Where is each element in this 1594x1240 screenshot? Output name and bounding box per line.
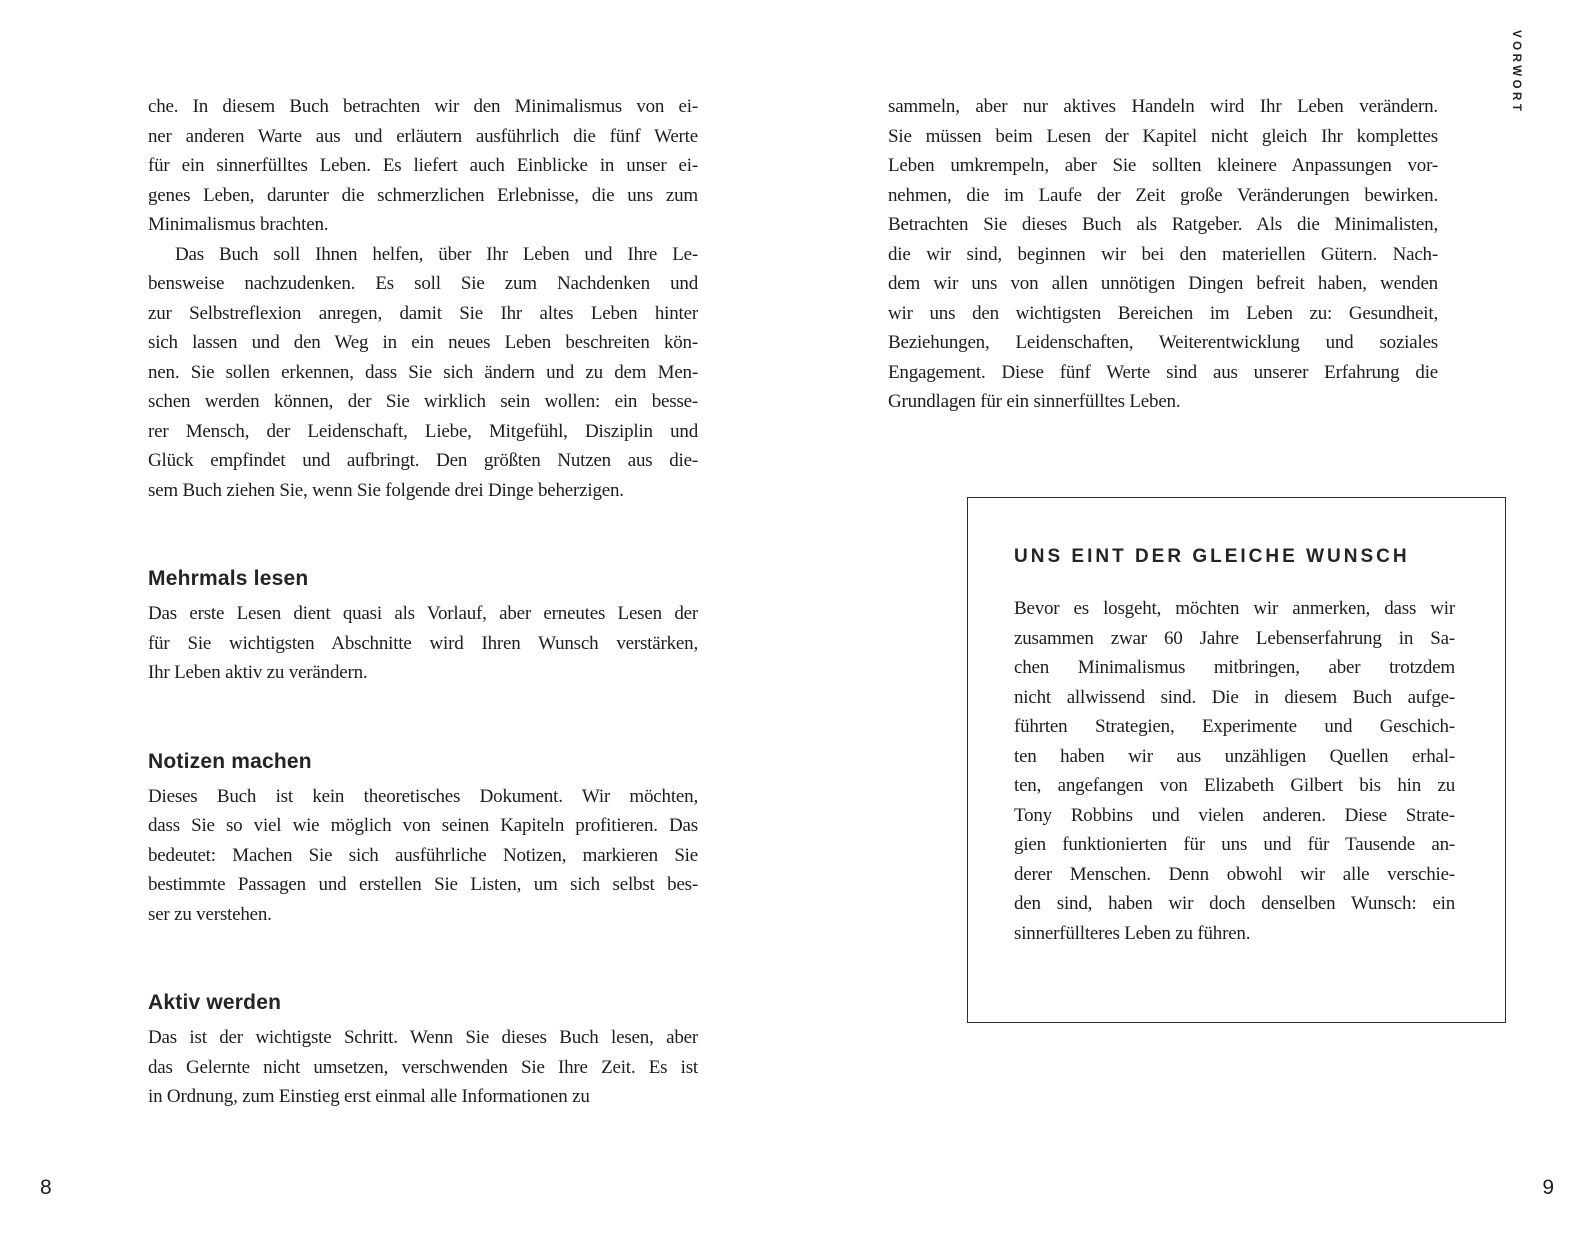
text-line: Das erste Lesen dient quasi als Vorlauf, aber erneutes Lesen der [148,603,698,624]
text-line: sinnerfüllteres Leben zu führen. [1014,922,1251,944]
text-line: Betrachten Sie dieses Buch als Ratgeber. Als die Minimalisten, [888,214,1438,235]
paragraph [148,782,698,930]
text-line: sich lassen und den Weg in ein neues Leben beschreiten kön- [148,332,698,353]
text-line: Glück empfindet und aufbringt. Den größten Nutzen aus die- [148,450,698,471]
text-line: bestimmte Passagen und erstellen Sie Listen, um sich selbst bes- [148,874,698,895]
text-line: Leben umkrempeln, aber Sie sollten kleinere Anpassungen vor- [888,155,1438,176]
page-number-left: 8 [40,1176,52,1199]
text-line: ser zu verstehen. [148,903,272,925]
paragraph [888,92,1438,417]
text-line: dass Sie so viel wie möglich von seinen Kapiteln profitieren. Das [148,815,698,836]
text-line: Bevor es losgeht, möchten wir anmerken, dass wir [1014,598,1455,619]
text-line: nen. Sie sollen erkennen, dass Sie sich ändern und zu dem Men- [148,361,698,383]
text-line: für Sie wichtigsten Abschnitte wird Ihren Wunsch verstärken, [148,632,698,654]
text-line: die wir sind, beginnen wir bei den materiellen Gütern. Nach- [888,243,1438,265]
callout-heading: UNS EINT DER GLEICHE WUNSCH [1014,546,1410,567]
text-line: ner anderen Warte aus und erläutern ausführlich die fünf Werte [148,125,698,147]
text-line: nehmen, die im Laufe der Zeit große Veränderungen bewirken. [888,184,1438,206]
paragraph [148,599,698,688]
text-line: nicht allwissend sind. Die in diesem Buch aufge- [1014,686,1455,708]
right-page-text-column [888,92,1438,417]
text-line: gien funktionierten für uns und für Tausende an- [1014,834,1455,855]
section-mehrmals-lesen [148,565,698,688]
text-line: ten haben wir aus unzähligen Quellen erhal- [1014,745,1455,767]
text-line: che. In diesem Buch betrachten wir den Minimalismus von ei- [148,96,698,117]
text-line: sammeln, aber nur aktives Handeln wird Ihr Leben verändern. [888,96,1438,117]
text-line: den sind, haben wir doch denselben Wunsch: ein [1014,893,1455,914]
text-line: Grundlagen für ein sinnerfülltes Leben. [888,391,1181,412]
text-line: Dieses Buch ist kein theoretisches Dokument. Wir möchten, [148,785,698,807]
text-line: sem Buch ziehen Sie, wenn Sie folgende drei Dinge beherzigen. [148,479,624,501]
text-line: Beziehungen, Leidenschaften, Weiterentwicklung und soziales [888,332,1438,353]
paragraph [148,92,698,240]
text-line: Minimalismus brachten. [148,214,329,235]
text-line: bensweise nachzudenken. Es soll Sie zum Nachdenken und [148,273,698,294]
text-line: genes Leben, darunter die schmerzlichen Erlebnisse, die uns zum [148,184,698,206]
text-line: für ein sinnerfülltes Leben. Es liefert auch Einblicke in unser ei- [148,155,698,176]
text-line: schen werden können, der Sie wirklich sein wollen: ein besse- [148,391,698,412]
paragraph [148,240,698,506]
text-line: ten, angefangen von Elizabeth Gilbert bis hin zu [1014,775,1455,796]
text-line: zusammen zwar 60 Jahre Lebenserfahrung in Sa- [1014,627,1455,649]
paragraph [148,1023,698,1112]
text-line: Ihr Leben aktiv zu verändern. [148,662,368,683]
text-line: rer Mensch, der Leidenschaft, Liebe, Mitgefühl, Disziplin und [148,420,698,442]
text-line: führten Strategien, Experimente und Geschich- [1014,716,1455,737]
text-line: dem wir uns von allen unnötigen Dingen befreit haben, wenden [888,273,1438,294]
text-line: derer Menschen. Denn obwohl wir alle verschie- [1014,863,1455,885]
text-line: zur Selbstreflexion anregen, damit Sie Ihr altes Leben hinter [148,302,698,324]
text-line: das Gelernte nicht umsetzen, verschwenden Sie Ihre Zeit. Es ist [148,1056,698,1078]
text-line: chen Minimalismus mitbringen, aber trotzdem [1014,657,1455,678]
text-line: Sie müssen beim Lesen der Kapitel nicht gleich Ihr komplettes [888,125,1438,147]
text-line: wir uns den wichtigsten Bereichen im Leben zu: Gesundheit, [888,302,1438,324]
running-head: VORWORT [1510,30,1522,115]
text-line: Das ist der wichtigste Schritt. Wenn Sie dieses Buch lesen, aber [148,1027,698,1048]
text-line: Das Buch soll Ihnen helfen, über Ihr Leben und Ihre Le- [175,243,698,265]
section-notizen-machen [148,748,698,930]
callout-box [967,497,1506,1023]
section-heading: Notizen machen [148,749,312,773]
text-line: Tony Robbins und vielen anderen. Diese Strate- [1014,804,1455,826]
page-number-right: 9 [1542,1176,1554,1199]
text-line: Engagement. Diese fünf Werte sind aus unserer Erfahrung die [888,361,1438,383]
text-line: in Ordnung, zum Einstieg erst einmal alle Informationen zu [148,1086,590,1107]
text-line: bedeutet: Machen Sie sich ausführliche Notizen, markieren Sie [148,844,698,866]
section-aktiv-werden [148,989,698,1112]
section-heading: Aktiv werden [148,991,282,1014]
section-heading: Mehrmals lesen [148,567,309,590]
paragraph [1014,594,1455,948]
left-page-text-column [148,92,698,1112]
